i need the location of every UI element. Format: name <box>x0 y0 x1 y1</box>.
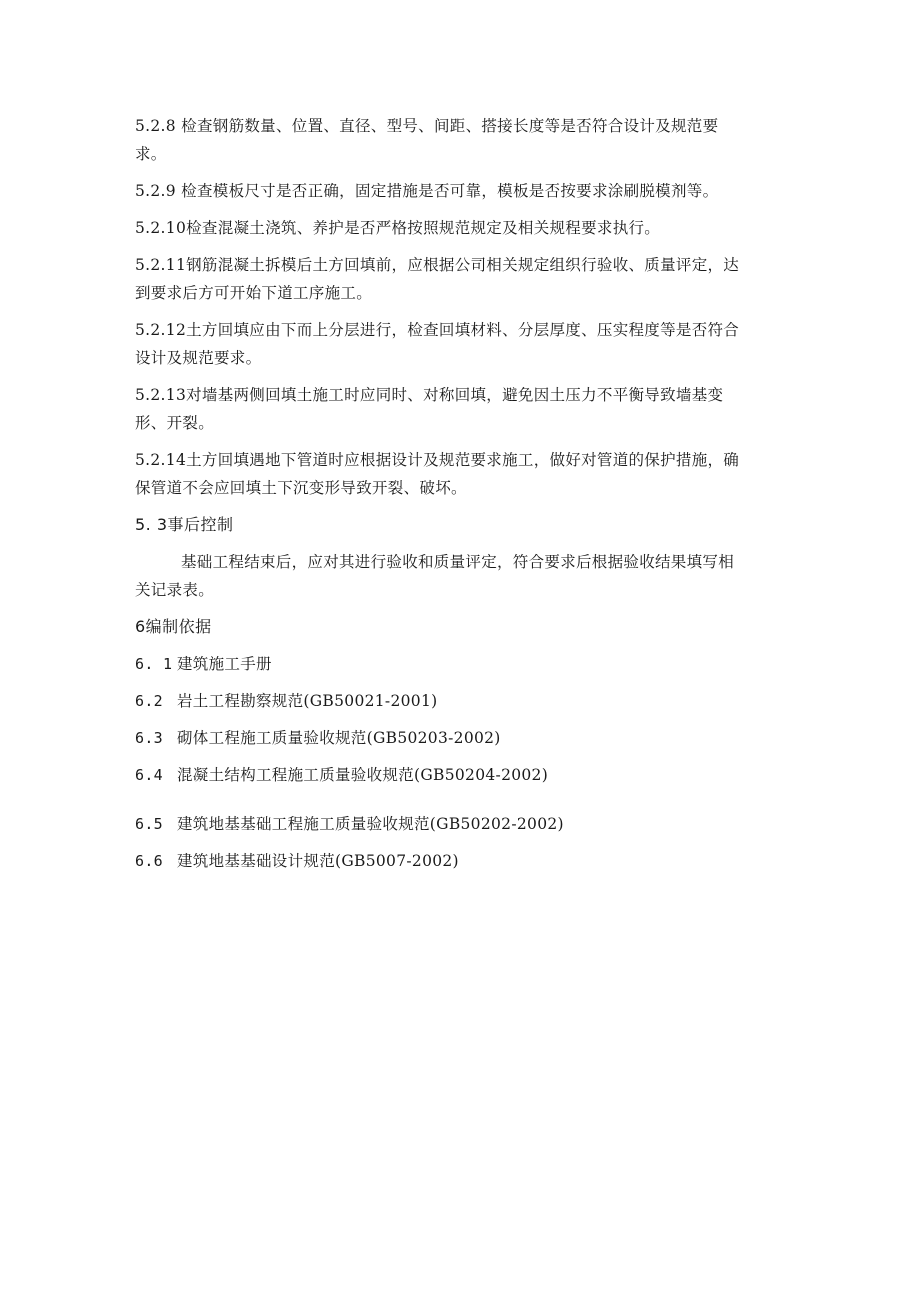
clause-line: 5.2.8 检查钢筋数量、位置、直径、型号、间距、搭接长度等是否符合设计及规范要 <box>135 117 719 135</box>
reference-number: 6.2 <box>135 692 163 710</box>
reference-title: 砌体工程施工质量验收规范(GB50203-2002) <box>177 729 501 747</box>
reference-number: 6.6 <box>135 852 163 870</box>
clause-line: 5.2.13对墙基两侧回填土施工时应同时、对称回填，避免因土压力不平衡导致墙基变 <box>135 386 724 404</box>
reference-item <box>135 847 787 875</box>
clause-5-2-8 <box>135 112 787 168</box>
document-body <box>135 112 787 884</box>
section-5-3-paragraph <box>135 548 787 604</box>
clause-line: 5.2.10检查混凝土浇筑、养护是否严格按照规范规定及相关规程要求执行。 <box>135 219 661 237</box>
reference-number: 6. 1 <box>135 655 173 673</box>
clause-line: 5.2.14土方回填遇地下管道时应根据设计及规范要求施工，做好对管道的保护措施，确 <box>135 451 740 469</box>
clause-line: 形、开裂。 <box>135 414 215 432</box>
clause-line: 5.2.12土方回填应由下而上分层进行，检查回填材料、分层厚度、压实程度等是否符合 <box>135 321 740 339</box>
reference-item <box>135 687 787 715</box>
reference-title: 建筑地基基础设计规范(GB5007-2002) <box>177 852 459 870</box>
reference-number: 6.3 <box>135 729 163 747</box>
paragraph-line: 关记录表。 <box>135 581 215 599</box>
clause-line: 5.2.9 检查模板尺寸是否正确，固定措施是否可靠，模板是否按要求涂刷脱模剂等。 <box>135 182 719 200</box>
paragraph-line: 基础工程结束后，应对其进行验收和质量评定，符合要求后根据验收结果填写相 <box>181 553 735 571</box>
reference-item <box>135 761 787 789</box>
clause-line: 设计及规范要求。 <box>135 349 262 367</box>
reference-item <box>135 650 787 678</box>
clause-5-2-12 <box>135 316 787 372</box>
clause-5-2-10 <box>135 214 787 242</box>
section-heading-6: 6编制依据 <box>135 617 212 636</box>
clause-line: 5.2.11钢筋混凝土拆模后土方回填前，应根据公司相关规定组织行验收、质量评定，达 <box>135 256 740 274</box>
reference-title: 岩土工程勘察规范(GB50021-2001) <box>177 692 438 710</box>
clause-5-2-11 <box>135 251 787 307</box>
reference-title: 建筑施工手册 <box>177 655 272 673</box>
clause-line: 保管道不会应回填土下沉变形导致开裂、破坏。 <box>135 479 467 497</box>
clause-line: 求。 <box>135 145 167 163</box>
reference-item <box>135 810 787 838</box>
clause-5-2-14 <box>135 446 787 502</box>
reference-title: 建筑地基基础工程施工质量验收规范(GB50202-2002) <box>177 815 564 833</box>
reference-item <box>135 724 787 752</box>
reference-title: 混凝土结构工程施工质量验收规范(GB50204-2002) <box>177 766 549 784</box>
reference-number: 6.4 <box>135 766 163 784</box>
clause-5-2-9 <box>135 177 787 205</box>
reference-number: 6.5 <box>135 815 163 833</box>
section-heading-5-3: 5. 3事后控制 <box>135 515 234 534</box>
clause-line: 到要求后方可开始下道工序施工。 <box>135 284 373 302</box>
clause-5-2-13 <box>135 381 787 437</box>
